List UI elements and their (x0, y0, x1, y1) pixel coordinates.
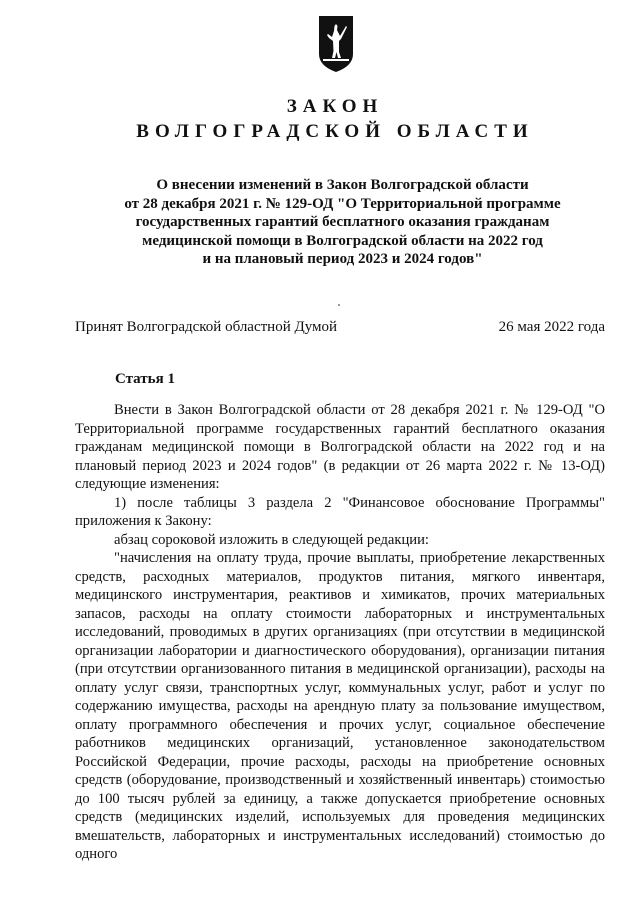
article-body (75, 401, 605, 864)
body-paragraph: Внести в Закон Волгоградской области от 28 декабря 2021 г. № 129-ОД "О Территориальной программе государственных гарантий бесплатного оказания гражданам медицинской помощи в Волгоградской области на 2022 год и на плановый период 2023 и 2024 годов" (в редакции от 26 марта 2022 г. № 13-ОД) следующие изменения: (75, 402, 605, 492)
subject-line: государственных гарантий бесплатного оказания гражданам (135, 214, 550, 230)
adoption-date: 26 мая 2022 года (498, 319, 605, 335)
body-paragraph: абзац сороковой изложить в следующей редакции: (114, 531, 429, 548)
volgograd-coat-of-arms-icon (317, 14, 355, 74)
subject-line: от 28 декабря 2021 г. № 129-ОД "О Территориальной программе (124, 195, 561, 212)
subject-line: О внесении изменений в Закон Волгоградской области (156, 177, 529, 193)
body-paragraph: 1) после таблицы 3 раздела 2 "Финансовое обоснование Программы" приложения к Закону: (75, 494, 605, 529)
document-type-title: ЗАКОН (286, 96, 384, 117)
adopted-by: Принят Волгоградской областной Думой (75, 319, 338, 335)
subject-line: и на плановый период 2023 и 2024 годов" (202, 251, 483, 267)
subject-line: медицинской помощи в Волгоградской области на 2022 год (142, 232, 543, 249)
region-title: ВОЛГОГРАДСКОЙ ОБЛАСТИ (136, 121, 534, 142)
law-subject (80, 176, 605, 269)
scan-speck (338, 304, 340, 306)
body-paragraph: "начисления на оплату труда, прочие выплаты, приобретение лекарственных средств, расходных материалов, продуктов питания, мягкого инвентаря, медицинского инструментария, реактивов и химикатов, прочих материальных запасов, расходы на оплату стоимости лабораторных и инструментальных исследований, проводимых в других организациях (при отсутствии в медицинской организации лаборатории и диагностического оборудования), организации питания (при отсутствии организованного питания в медицинской организации), расходы на оплату услуг связи, транспортных услуг, коммунальных услуг, работ и услуг по содержанию имущества, расходы на арендную плату за пользование имуществом, оплату программного обеспечения и прочих услуг, социальное обеспечение работников медицинских организаций, установленное законодательством Российской Федерации, прочие расходы, расходы на приобретение основных средств (оборудование, производственный и хозяйственный инвентарь) стоимостью до 100 тысяч рублей за единицу, а также допускается приобретение основных средств (медицинских изделий, используемых для проведения медицинских вмешательств, лабораторных и инструментальных исследований) стоимостью до одного (75, 550, 605, 862)
article-heading: Статья 1 (115, 371, 175, 387)
